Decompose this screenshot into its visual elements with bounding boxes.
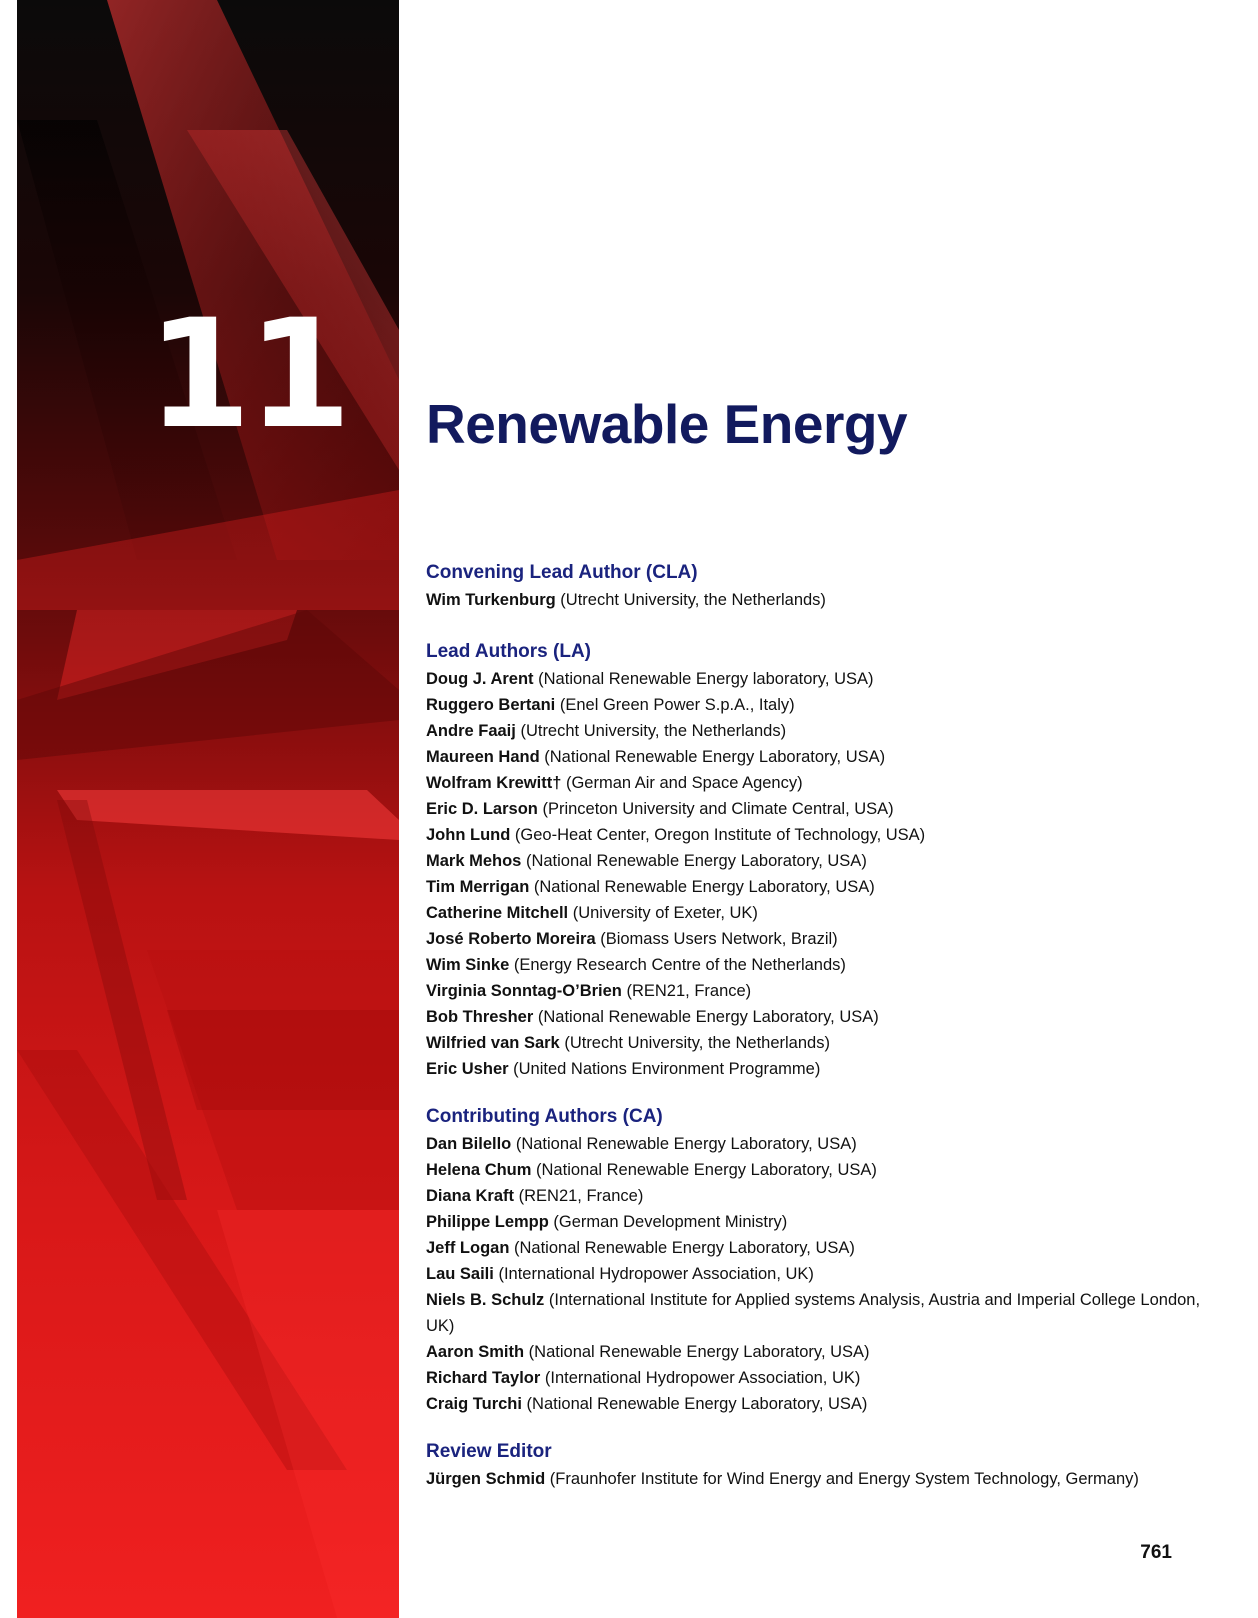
author-name: Jeff Logan: [426, 1239, 510, 1257]
chapter-cover-panel: [17, 0, 399, 1618]
author-entry: [426, 1466, 1216, 1492]
author-name: Richard Taylor: [426, 1369, 541, 1387]
author-entry: [426, 926, 1216, 952]
author-name: Philippe Lempp: [426, 1213, 549, 1231]
author-entry: [426, 1131, 1216, 1157]
author-entry: [426, 822, 1216, 848]
author-name: Diana Kraft: [426, 1187, 515, 1205]
author-list: [426, 1131, 1216, 1417]
author-name: Wim Turkenburg: [426, 591, 556, 609]
author-entry: [426, 1209, 1216, 1235]
author-entry: [426, 718, 1216, 744]
author-name: Tim Merrigan: [426, 878, 530, 896]
author-affiliation: (National Renewable Energy Laboratory, USA): [533, 1008, 879, 1026]
author-name: Maureen Hand: [426, 748, 540, 766]
section-review-editor: [426, 1440, 1216, 1492]
author-entry: [426, 744, 1216, 770]
page-number: 761: [1140, 1542, 1172, 1563]
author-affiliation: (Enel Green Power S.p.A., Italy): [555, 696, 795, 714]
section-convening-lead-author: [426, 561, 1216, 613]
author-entry: [426, 952, 1216, 978]
author-affiliation: (Geo-Heat Center, Oregon Institute of Technology, USA): [510, 826, 926, 844]
author-affiliation: (University of Exeter, UK): [568, 904, 758, 922]
author-name: Andre Faaij: [426, 722, 516, 740]
section-lead-authors: [426, 640, 1216, 1082]
section-heading: Review Editor: [426, 1441, 552, 1462]
author-name: Eric Usher: [426, 1060, 509, 1078]
author-name: Wim Sinke: [426, 956, 510, 974]
author-affiliation: (International Hydropower Association, UK): [493, 1265, 814, 1283]
section-contributing-authors: [426, 1105, 1216, 1417]
author-affiliation: (Utrecht University, the Netherlands): [515, 722, 787, 740]
author-name: Lau Saili: [426, 1265, 494, 1283]
author-name: José Roberto Moreira: [426, 930, 596, 948]
author-affiliation: (National Renewable Energy Laboratory, USA): [521, 852, 867, 870]
author-affiliation: (Biomass Users Network, Brazil): [595, 930, 838, 948]
author-name: Dan Bilello: [426, 1135, 512, 1153]
author-entry: [426, 1004, 1216, 1030]
author-entry: [426, 874, 1216, 900]
author-affiliation: (National Renewable Energy Laboratory, USA): [539, 748, 886, 766]
author-name: John Lund: [426, 826, 511, 844]
author-name: Mark Mehos: [426, 852, 522, 870]
author-list: [426, 1466, 1216, 1492]
author-name: Virginia Sonntag-O’Brien: [426, 982, 622, 1000]
author-affiliation: (Fraunhofer Institute for Wind Energy and Energy System Technology, Germany): [545, 1470, 1139, 1488]
author-entry: [426, 796, 1216, 822]
author-name: Wilfried van Sark: [426, 1034, 560, 1052]
author-entry: [426, 1183, 1216, 1209]
author-affiliation: (National Renewable Energy Laboratory, USA): [531, 1161, 877, 1179]
author-affiliation: (REN21, France): [514, 1187, 644, 1205]
author-affiliation: (REN21, France): [621, 982, 752, 1000]
section-heading: Convening Lead Author (CLA): [426, 562, 698, 583]
author-affiliation: (International Hydropower Association, UK): [540, 1369, 861, 1387]
author-name: Eric D. Larson: [426, 800, 538, 818]
author-list: [426, 587, 1216, 613]
section-heading: Lead Authors (LA): [426, 641, 592, 662]
author-entry: [426, 1235, 1216, 1261]
author-entry: [426, 692, 1216, 718]
author-affiliation: (National Renewable Energy laboratory, USA): [533, 670, 874, 688]
author-affiliation: (Utrecht University, the Netherlands): [555, 591, 826, 609]
author-entry: [426, 1391, 1216, 1417]
author-name: Wolfram Krewitt†: [426, 774, 562, 792]
author-entry: [426, 1030, 1216, 1056]
author-affiliation: (German Air and Space Agency): [561, 774, 803, 792]
author-entry: [426, 666, 1216, 692]
author-affiliation: (Energy Research Centre of the Netherlands): [509, 956, 846, 974]
author-name: Niels B. Schulz: [426, 1291, 545, 1309]
author-entry: [426, 587, 1216, 613]
author-affiliation: (National Renewable Energy Laboratory, USA): [524, 1343, 870, 1361]
author-affiliation: (National Renewable Energy Laboratory, USA): [509, 1239, 855, 1257]
author-entry: [426, 900, 1216, 926]
author-name: Helena Chum: [426, 1161, 532, 1179]
author-entry: [426, 1261, 1216, 1287]
author-affiliation: (German Development Ministry): [548, 1213, 788, 1231]
author-entry: [426, 1365, 1216, 1391]
author-name: Ruggero Bertani: [426, 696, 556, 714]
author-name: Jürgen Schmid: [426, 1470, 546, 1488]
author-entry: [426, 1056, 1216, 1082]
author-entry: [426, 848, 1216, 874]
author-name: Catherine Mitchell: [426, 904, 569, 922]
author-entry: [426, 978, 1216, 1004]
section-heading: Contributing Authors (CA): [426, 1106, 663, 1127]
author-affiliation: (United Nations Environment Programme): [508, 1060, 821, 1078]
author-entry: [426, 770, 1216, 796]
author-entry: [426, 1339, 1216, 1365]
author-affiliation: (Utrecht University, the Netherlands): [559, 1034, 830, 1052]
author-name: Bob Thresher: [426, 1008, 534, 1026]
chapter-number: 11: [147, 288, 348, 462]
author-entry: [426, 1287, 1216, 1339]
author-affiliation: (National Renewable Energy Laboratory, USA): [529, 878, 875, 896]
author-entry: [426, 1157, 1216, 1183]
abstract-background-graphic: [17, 0, 399, 1618]
author-list: [426, 666, 1216, 1082]
author-affiliation: (National Renewable Energy Laboratory, USA): [521, 1395, 868, 1413]
author-name: Craig Turchi: [426, 1395, 522, 1413]
author-affiliation: (National Renewable Energy Laboratory, USA): [511, 1135, 857, 1153]
chapter-title: Renewable Energy: [426, 393, 908, 455]
author-name: Aaron Smith: [426, 1343, 525, 1361]
author-name: Doug J. Arent: [426, 670, 534, 688]
author-affiliation: (International Institute for Applied systems Analysis, Austria and Imperial College London, UK): [426, 1291, 1201, 1335]
author-affiliation: (Princeton University and Climate Central, USA): [537, 800, 894, 818]
